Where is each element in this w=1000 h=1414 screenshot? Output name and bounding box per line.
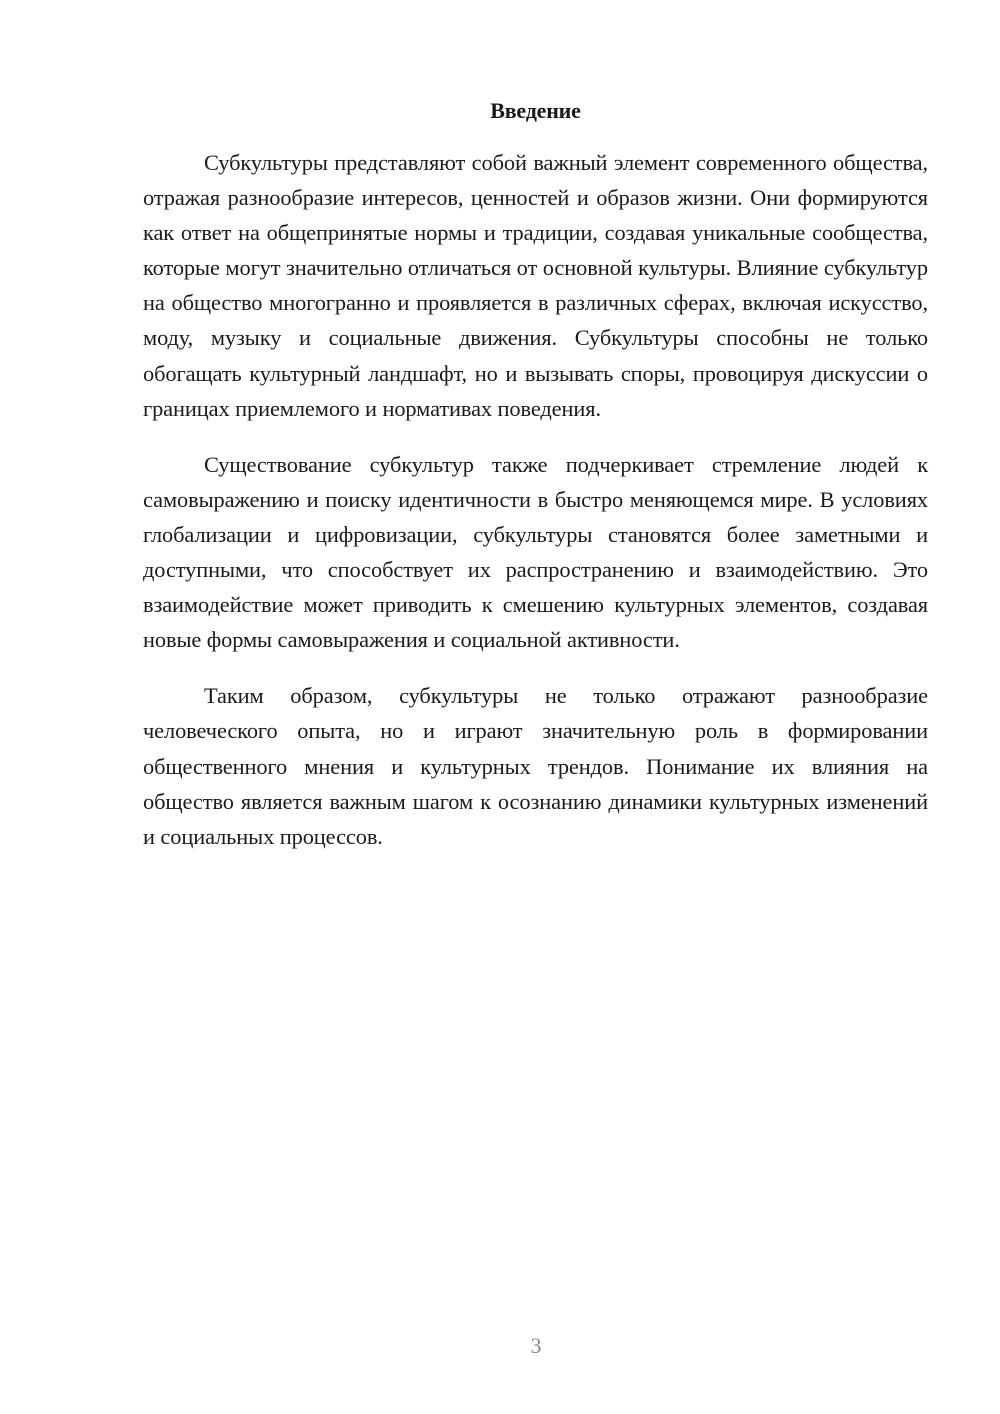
page-content xyxy=(143,96,928,854)
page-number: 3 xyxy=(530,1333,542,1358)
paragraph-2: Существование субкультур также подчеркивает стремление людей к самовыражению и поиску идентичности в быстро меняющемся мире. В условиях глобализации и цифровизации, субкультуры становятся более заметными и доступными, что способствует их распространению и взаимодействию. Это взаимодействие может приводить к смешению культурных элементов, создавая новые формы самовыражения и социальной активности. xyxy=(143,451,928,653)
paragraph-1: Субкультуры представляют собой важный элемент современного общества, отражая разнообразие интересов, ценностей и образов жизни. Они формируются как ответ на общепринятые нормы и традиции, создавая уникальные сообщества, которые могут значительно отличаться от основной культуры. Влияние субкультур на общество многогранно и проявляется в различных сферах, включая искусство, моду, музыку и социальные движения. Субкультуры способны не только обогащать культурный ландшафт, но и вызывать споры, провоцируя дискуссии о границах приемлемого и нормативах поведения. xyxy=(143,150,928,421)
paragraph-3: Таким образом, субкультуры не только отражают разнообразие человеческого опыта, но и играют значительную роль в формировании общественного мнения и культурных трендов. Понимание их влияния на общество является важным шагом к осознанию динамики культурных изменений и социальных процессов. xyxy=(143,683,928,849)
section-heading: Введение xyxy=(490,98,581,123)
